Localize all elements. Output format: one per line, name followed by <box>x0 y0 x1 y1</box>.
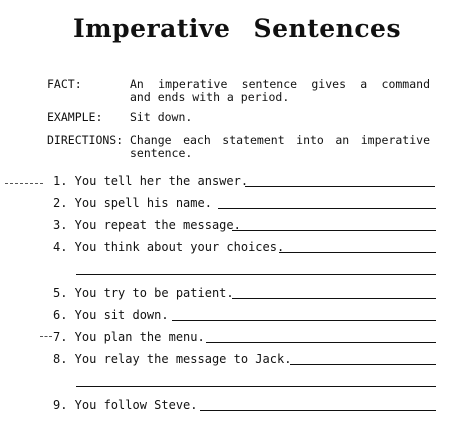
answer-line-continuation[interactable] <box>76 274 436 275</box>
exercise-item: 6. You sit down. <box>53 308 169 322</box>
directions-line: sentence. <box>130 146 193 160</box>
scan-mark <box>40 336 52 337</box>
exercise-item: 7. You plan the menu. <box>53 330 205 344</box>
directions-label: DIRECTIONS: <box>47 133 124 147</box>
answer-line[interactable] <box>279 252 436 253</box>
answer-line[interactable] <box>218 208 436 209</box>
fact-label: FACT: <box>47 77 82 91</box>
answer-line[interactable] <box>232 298 436 299</box>
answer-line-continuation[interactable] <box>76 386 436 387</box>
directions-text <box>130 134 430 160</box>
exercise-item: 3. You repeat the message. <box>53 218 241 232</box>
directions-line: Change each statement into an imperative <box>130 133 430 147</box>
exercise-item: 1. You tell her the answer. <box>53 174 249 188</box>
exercise-item: 4. You think about your choices. <box>53 240 285 254</box>
fact-line: and ends with a period. <box>130 90 290 104</box>
fact-text <box>130 78 430 104</box>
exercise-item: 5. You try to be patient. <box>53 286 234 300</box>
worksheet-title: Imperative Sentences <box>72 14 402 43</box>
exercise-item: 8. You relay the message to Jack. <box>53 352 292 366</box>
scan-mark <box>5 183 43 184</box>
fact-line: An imperative sentence gives a command <box>130 77 430 91</box>
exercise-item: 9. You follow Steve. <box>53 398 198 412</box>
answer-line[interactable] <box>172 320 436 321</box>
answer-line[interactable] <box>200 410 436 411</box>
exercise-item: 2. You spell his name. <box>53 196 212 210</box>
answer-line[interactable] <box>290 364 436 365</box>
example-label: EXAMPLE: <box>47 110 103 124</box>
answer-line[interactable] <box>232 230 436 231</box>
answer-line[interactable] <box>245 186 435 187</box>
answer-line[interactable] <box>206 342 436 343</box>
example-text: Sit down. <box>130 110 193 124</box>
